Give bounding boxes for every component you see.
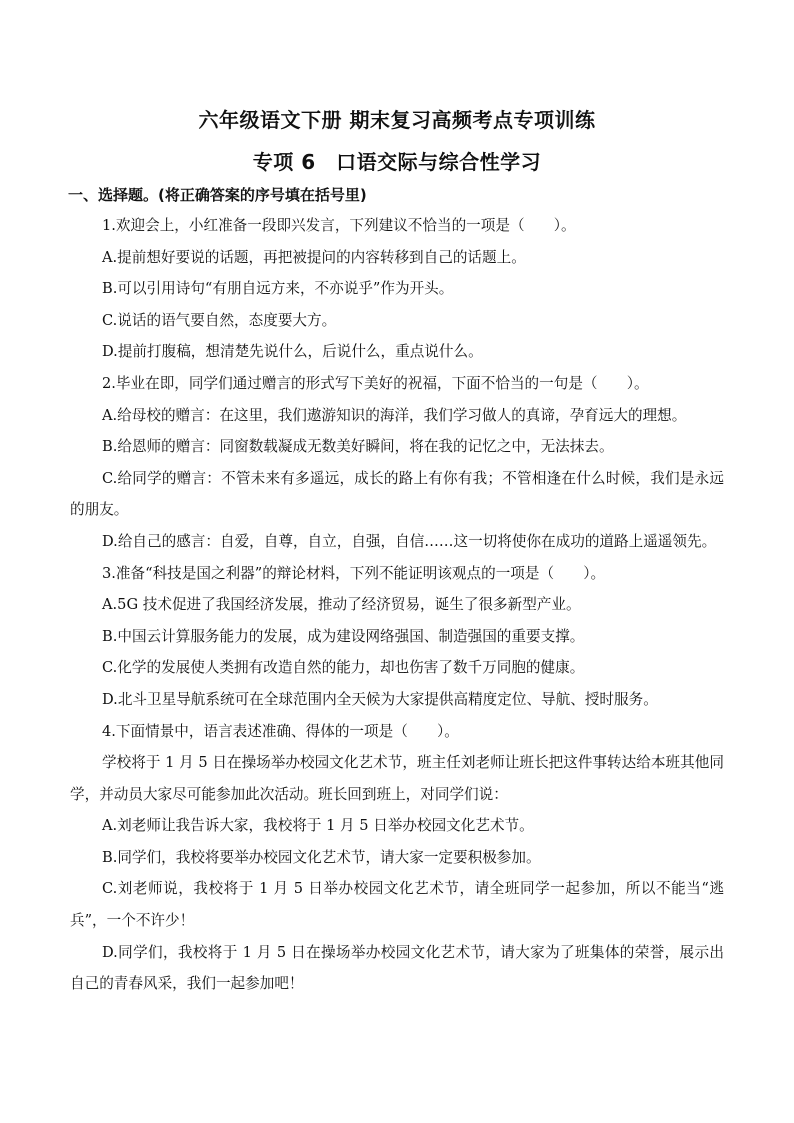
question-option: B.同学们，我校将要举办校园文化艺术节，请大家一定要积极参加。 [102, 848, 541, 866]
section-heading: 一、选择题。(将正确答案的序号填在括号里) [68, 186, 367, 204]
question-stem: 3.准备“科技是国之利器”的辩论材料，下列不能证明该观点的一项是（ ）。 [102, 564, 606, 582]
question-context: 学校将于 1 月 5 日在操场举办校园文化艺术节，班主任刘老师让班长把这件事转达给本班其他同学，并动员大家尽可能参加此次活动。班长回到班上，对同学们说： [70, 754, 724, 803]
question-option: A.提前想好要说的话题，再把被提问的内容转移到自己的话题上。 [102, 248, 526, 266]
question-option: A.给母校的赠言：在这里，我们遨游知识的海洋，我们学习做人的真谛，孕育远大的理想。 [102, 406, 687, 424]
question-option: C.给同学的赠言：不管未来有多遥远，成长的路上有你有我；不管相逢在什么时候，我们是永远的朋友。 [70, 469, 724, 519]
question-stem: 4.下面情景中，语言表述准确、得体的一项是（ ）。 [102, 722, 459, 740]
question-option: D.提前打腹稿，想清楚先说什么，后说什么，重点说什么。 [102, 343, 483, 361]
question-option: C.化学的发展使人类拥有改造自然的能力，却也伤害了数千万同胞的健康。 [102, 659, 585, 677]
question-stem: 2.毕业在即，同学们通过赠言的形式写下美好的祝福，下面不恰当的一句是（ ）。 [102, 374, 649, 392]
question-stem: 1.欢迎会上，小红准备一段即兴发言，下列建议不恰当的一项是（ ）。 [102, 217, 576, 234]
worksheet-title: 六年级语文下册 期末复习高频考点专项训练 [198, 108, 596, 132]
question-option: C.刘老师说，我校将于 1 月 5 日举办校园文化艺术节，请全班同学一起参加，所以不能当“逃兵”，一个不许少！ [70, 880, 724, 930]
question-option: A.刘老师让我告诉大家，我校将于 1 月 5 日举办校园文化艺术节。 [102, 817, 534, 835]
question-option: B.可以引用诗句“有朋自远方来，不亦说乎”作为开头。 [102, 280, 454, 298]
question-option: B.中国云计算服务能力的发展，成为建设网络强国、制造强国的重要支撑。 [102, 627, 585, 645]
worksheet-subtitle: 专项 6 口语交际与综合性学习 [252, 150, 542, 174]
question-list [70, 210, 724, 1000]
question-option: D.给自己的感言：自爱，自尊，自立，自强，自信……这一切将使你在成功的道路上遥遥领先。 [102, 532, 717, 550]
question-option: C.说话的语气要自然，态度要大方。 [102, 311, 337, 329]
question-option: D.北斗卫星导航系统可在全球范围内全天候为大家提供高精度定位、导航、授时服务。 [102, 690, 658, 708]
question-option: A.5G 技术促进了我国经济发展，推动了经济贸易，诞生了很多新型产业。 [102, 596, 581, 614]
question-option: D.同学们，我校将于 1 月 5 日在操场举办校园文化艺术节，请大家为了班集体的荣誉，展示出自己的青春风采，我们一起参加吧！ [70, 943, 724, 993]
question-option: B.给恩师的赠言：同窗数载凝成无数美好瞬间，将在我的记忆之中，无法抹去。 [102, 438, 614, 456]
